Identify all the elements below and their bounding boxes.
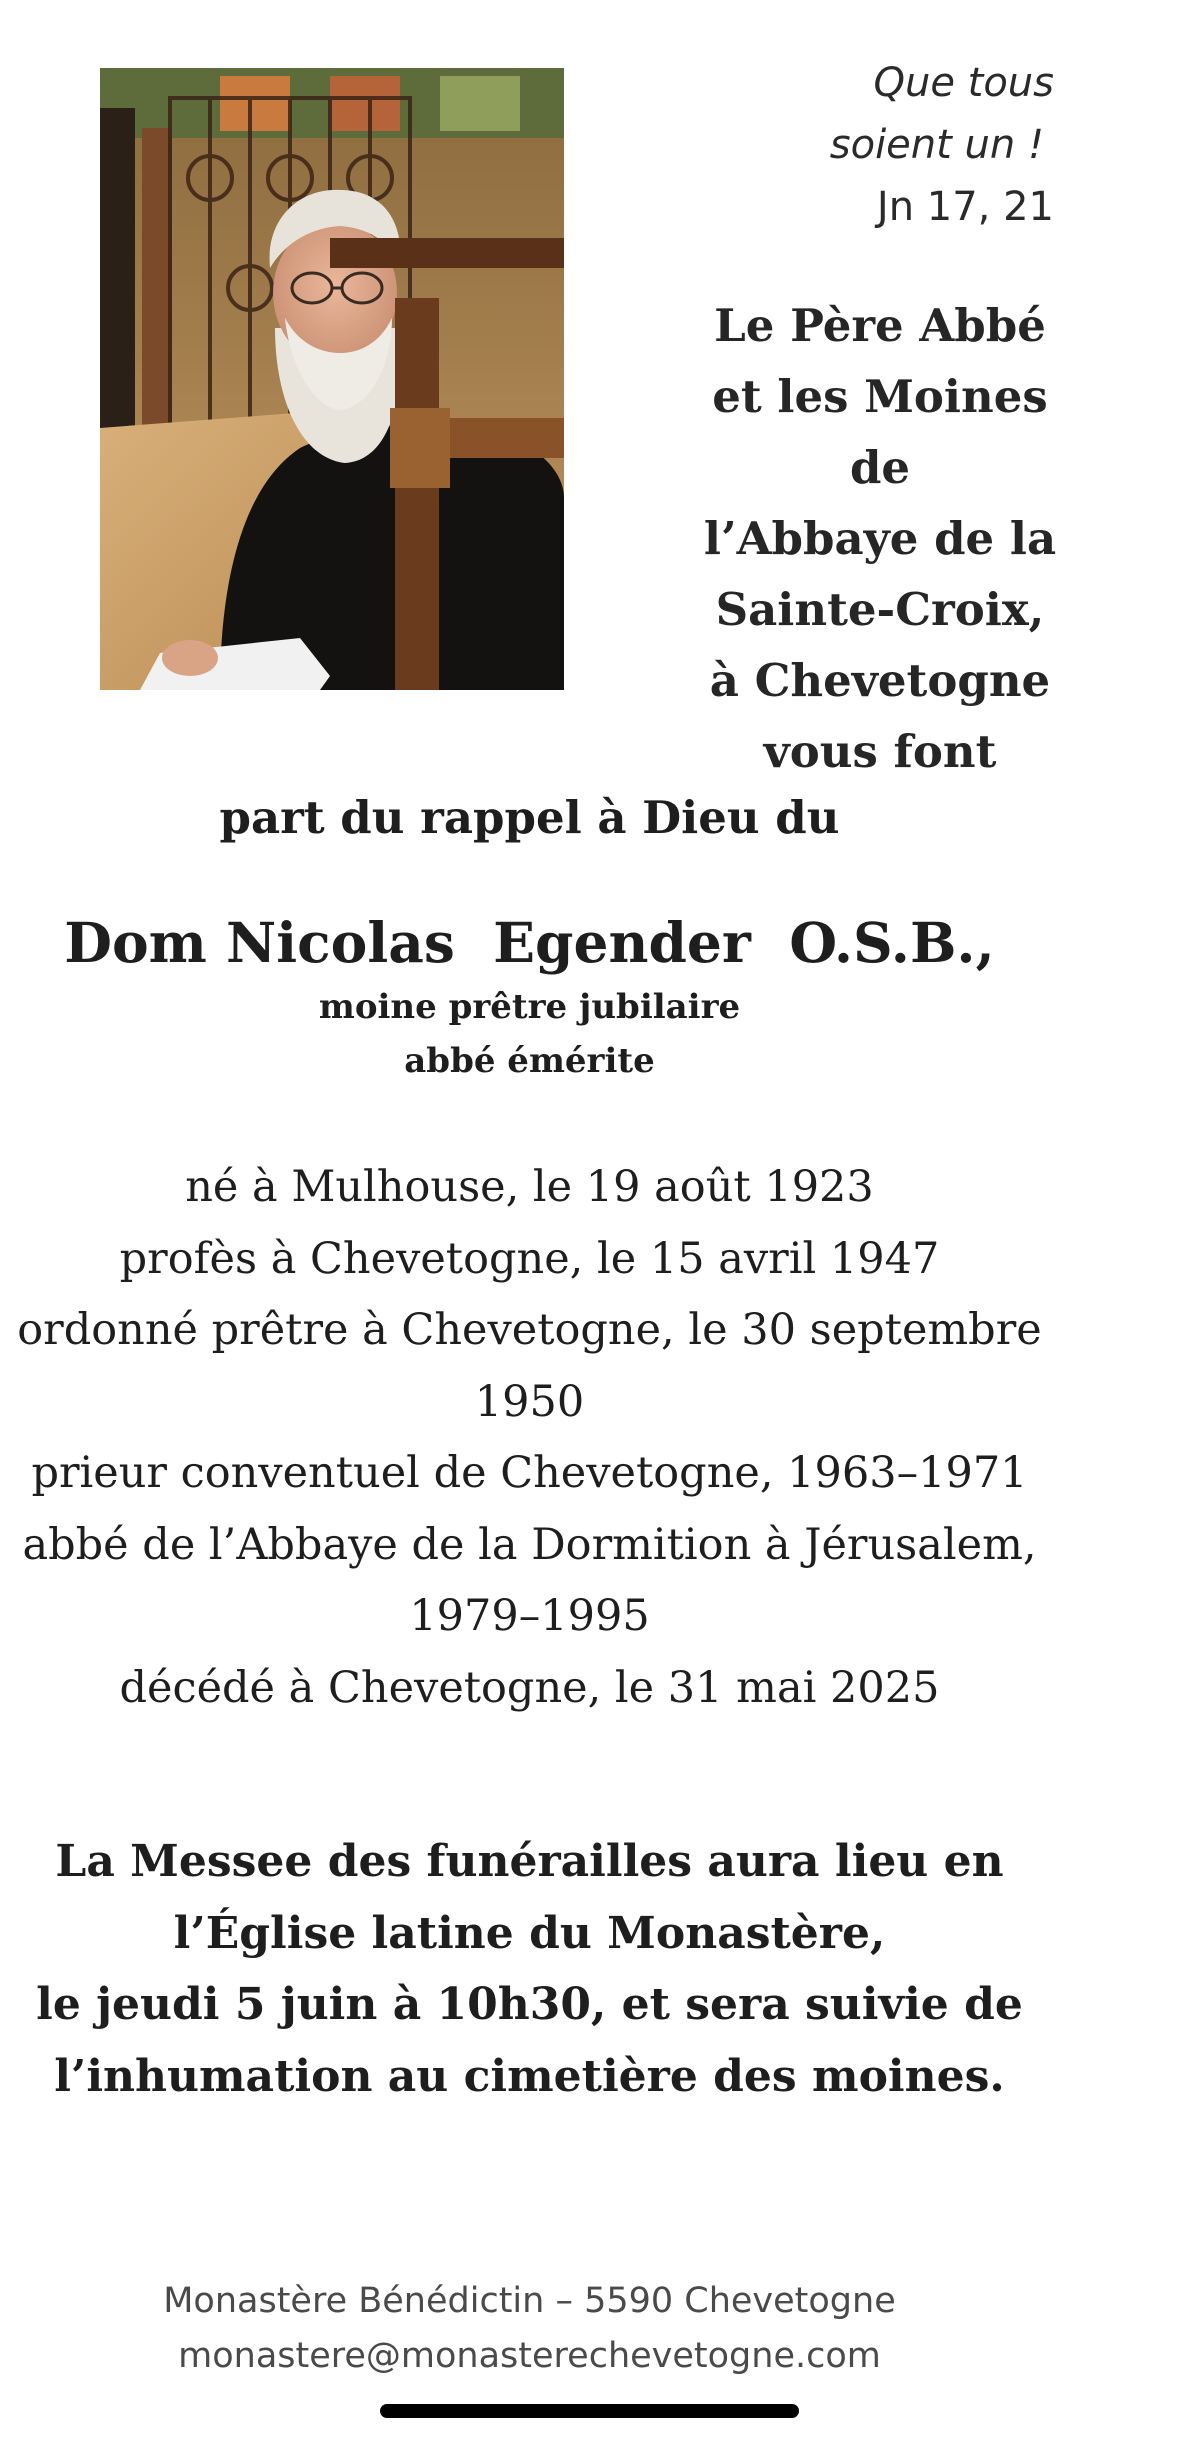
biography-line: profès à Chevetogne, le 15 avril 1947 <box>119 1233 940 1284</box>
deceased-title-2: abbé émérite <box>404 1041 655 1081</box>
biography <box>0 1152 1059 1724</box>
senders-line: vous font <box>763 725 997 778</box>
epigraph <box>724 52 1054 238</box>
senders-line: Sainte-Croix, <box>715 583 1045 636</box>
funeral-announcement <box>0 1826 1059 2112</box>
senders-line: de <box>849 441 911 494</box>
epigraph-line-2: soient un ! <box>829 122 1044 168</box>
portrait-illustration <box>100 68 564 690</box>
biography-line: prieur conventuel de Chevetogne, 1963–1971 <box>31 1448 1028 1498</box>
announcement-line: part du rappel à Dieu du <box>219 791 840 844</box>
biography-line: 1979–1995 <box>409 1591 650 1641</box>
senders-line: et les Moines <box>712 370 1048 423</box>
footer-address: Monastère Bénédictin – 5590 Chevetogne <box>163 2281 896 2321</box>
biography-line: décédé à Chevetogne, le 31 mai 2025 <box>119 1662 940 1713</box>
senders-block <box>660 290 1100 787</box>
epigraph-line-1: Que tous <box>873 60 1054 106</box>
senders-line: l’Abbaye de la <box>703 512 1057 565</box>
epigraph-reference: Jn 17, 21 <box>876 184 1054 230</box>
funeral-line: le jeudi 5 juin à 10h30, et sera suivie de <box>36 1979 1023 2030</box>
funeral-line: l’Église latine du Monastère, <box>173 1907 886 1959</box>
senders-line: Le Père Abbé <box>714 299 1046 352</box>
biography-line: 1950 <box>474 1376 585 1427</box>
biography-line: abbé de l’Abbaye de la Dormition à Jérusalem, <box>22 1519 1037 1570</box>
biography-line: ordonné prêtre à Chevetogne, le 30 septembre <box>17 1305 1042 1355</box>
deceased-name: Dom Nicolas Egender O.S.B., <box>64 910 995 975</box>
footer <box>0 2274 1059 2384</box>
funeral-line: l’inhumation au cimetière des moines. <box>54 2050 1005 2102</box>
portrait-photo <box>100 68 564 690</box>
deceased-title-1: moine prêtre jubilaire <box>318 987 741 1027</box>
biography-line: né à Mulhouse, le 19 août 1923 <box>185 1162 874 1212</box>
funeral-line: La Messee des funérailles aura lieu en <box>55 1836 1004 1887</box>
home-indicator[interactable] <box>380 2404 799 2418</box>
footer-email[interactable]: monastere@monasterechevetogne.com <box>178 2336 881 2376</box>
senders-line: à Chevetogne <box>709 654 1051 707</box>
deceased-titles <box>0 980 1059 1088</box>
